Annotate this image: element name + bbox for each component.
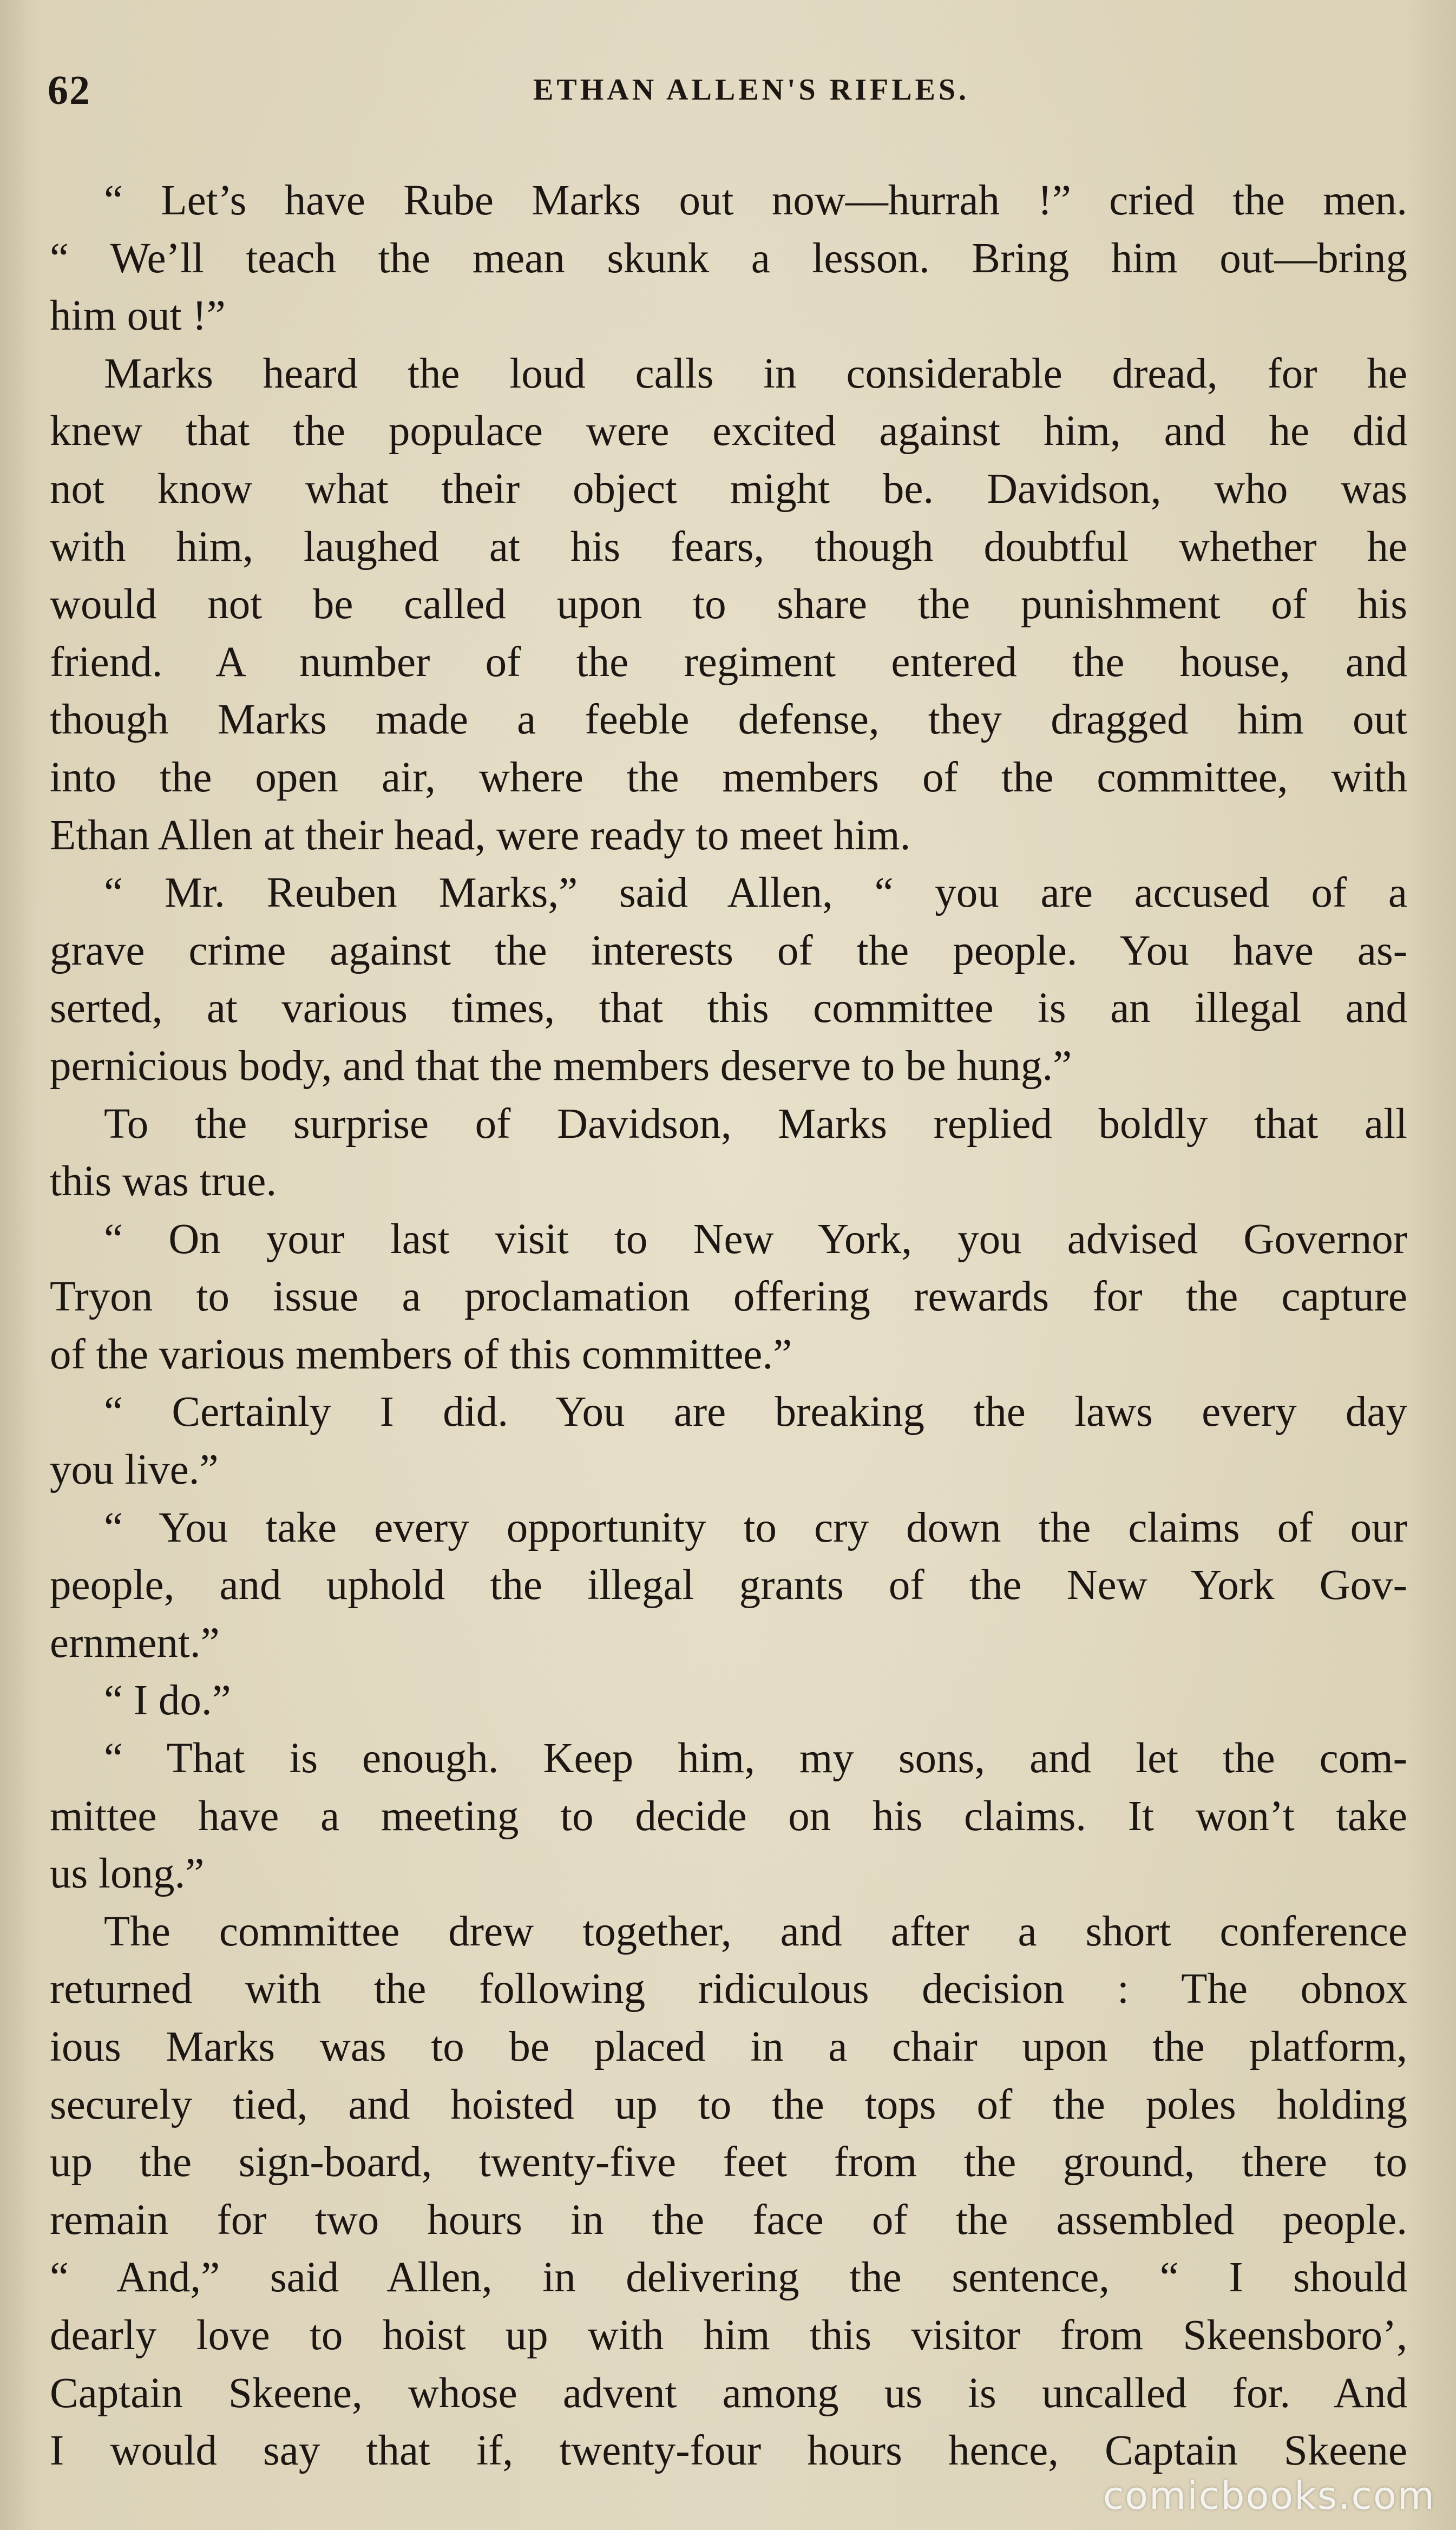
text-line: returned with the following ridiculous decision : The obnox	[50, 1965, 1407, 2013]
text-line: ernment.”	[50, 1619, 220, 1667]
text-line: dearly love to hoist up with him this visitor from Skeensboro’,	[50, 2311, 1407, 2359]
text-line: would not be called upon to share the punishment of his	[50, 581, 1407, 628]
text-line: Tryon to issue a proclamation offering rewards for the capture	[50, 1273, 1407, 1321]
text-line: serted, at various times, that this committee is an illegal and	[50, 985, 1407, 1032]
text-line: you live.”	[50, 1446, 219, 1494]
text-line: this was true.	[50, 1158, 277, 1205]
text-line: people, and uphold the illegal grants of the New York Gov-	[50, 1562, 1407, 1609]
text-line: “ On your last visit to New York, you advised Governor	[104, 1215, 1407, 1263]
running-title: ETHAN ALLEN'S RIFLES.	[533, 73, 969, 107]
text-line: us long.”	[50, 1850, 205, 1898]
text-line: “ Let’s have Rube Marks out now—hurrah !” cried the men.	[104, 177, 1407, 224]
text-line: “ We’ll teach the mean skunk a lesson. Bring him out—bring	[50, 234, 1407, 282]
text-line: securely tied, and hoisted up to the tops of the poles holding	[50, 2081, 1407, 2128]
text-line: ious Marks was to be placed in a chair upon the platform,	[50, 2023, 1407, 2070]
page-number: 62	[48, 68, 91, 113]
text-line: though Marks made a feeble defense, they dragged him out	[50, 696, 1407, 744]
text-line: “ And,” said Allen, in delivering the sentence, “ I should	[50, 2254, 1407, 2302]
watermark: comicbooks.com	[1103, 2474, 1435, 2518]
text-line: him out !”	[50, 292, 226, 340]
text-line: “ You take every opportunity to cry down the claims of our	[104, 1504, 1407, 1551]
text-line: The committee drew together, and after a short conference	[104, 1908, 1407, 1955]
text-line: into the open air, where the members of the committee, with	[50, 753, 1407, 801]
text-line: Marks heard the loud calls in considerable dread, for he	[104, 350, 1407, 397]
text-line: of the various members of this committee.”	[50, 1330, 792, 1378]
text-line: knew that the populace were excited against him, and he did	[50, 408, 1407, 455]
text-line: “ That is enough. Keep him, my sons, and let the com-	[104, 1735, 1407, 1782]
running-head	[48, 61, 1412, 120]
text-line: up the sign-board, twenty-five feet from the ground, there to	[50, 2139, 1407, 2186]
text-line: “ Certainly I did. You are breaking the laws every day	[104, 1388, 1407, 1436]
text-line: pernicious body, and that the members deserve to be hung.”	[50, 1042, 1072, 1090]
text-line: “ I do.”	[104, 1677, 231, 1725]
text-line: I would say that if, twenty-four hours hence, Captain Skeene	[50, 2427, 1407, 2475]
text-line: “ Mr. Reuben Marks,” said Allen, “ you are accused of a	[104, 869, 1407, 917]
text-line: To the surprise of Davidson, Marks replied boldly that all	[104, 1100, 1407, 1148]
text-line: Ethan Allen at their head, were ready to meet him.	[50, 811, 911, 859]
text-line: not know what their object might be. Davidson, who was	[50, 465, 1407, 513]
text-line: remain for two hours in the face of the assembled people.	[50, 2196, 1407, 2244]
text-line: grave crime against the interests of the people. You have as-	[50, 927, 1407, 974]
body-text	[50, 172, 1407, 2480]
text-line: mittee have a meeting to decide on his claims. It won’t take	[50, 1792, 1407, 1840]
text-line: friend. A number of the regiment entered the house, and	[50, 638, 1407, 686]
text-line: with him, laughed at his fears, though doubtful whether he	[50, 523, 1407, 571]
text-line: Captain Skeene, whose advent among us is uncalled for. And	[50, 2369, 1407, 2417]
